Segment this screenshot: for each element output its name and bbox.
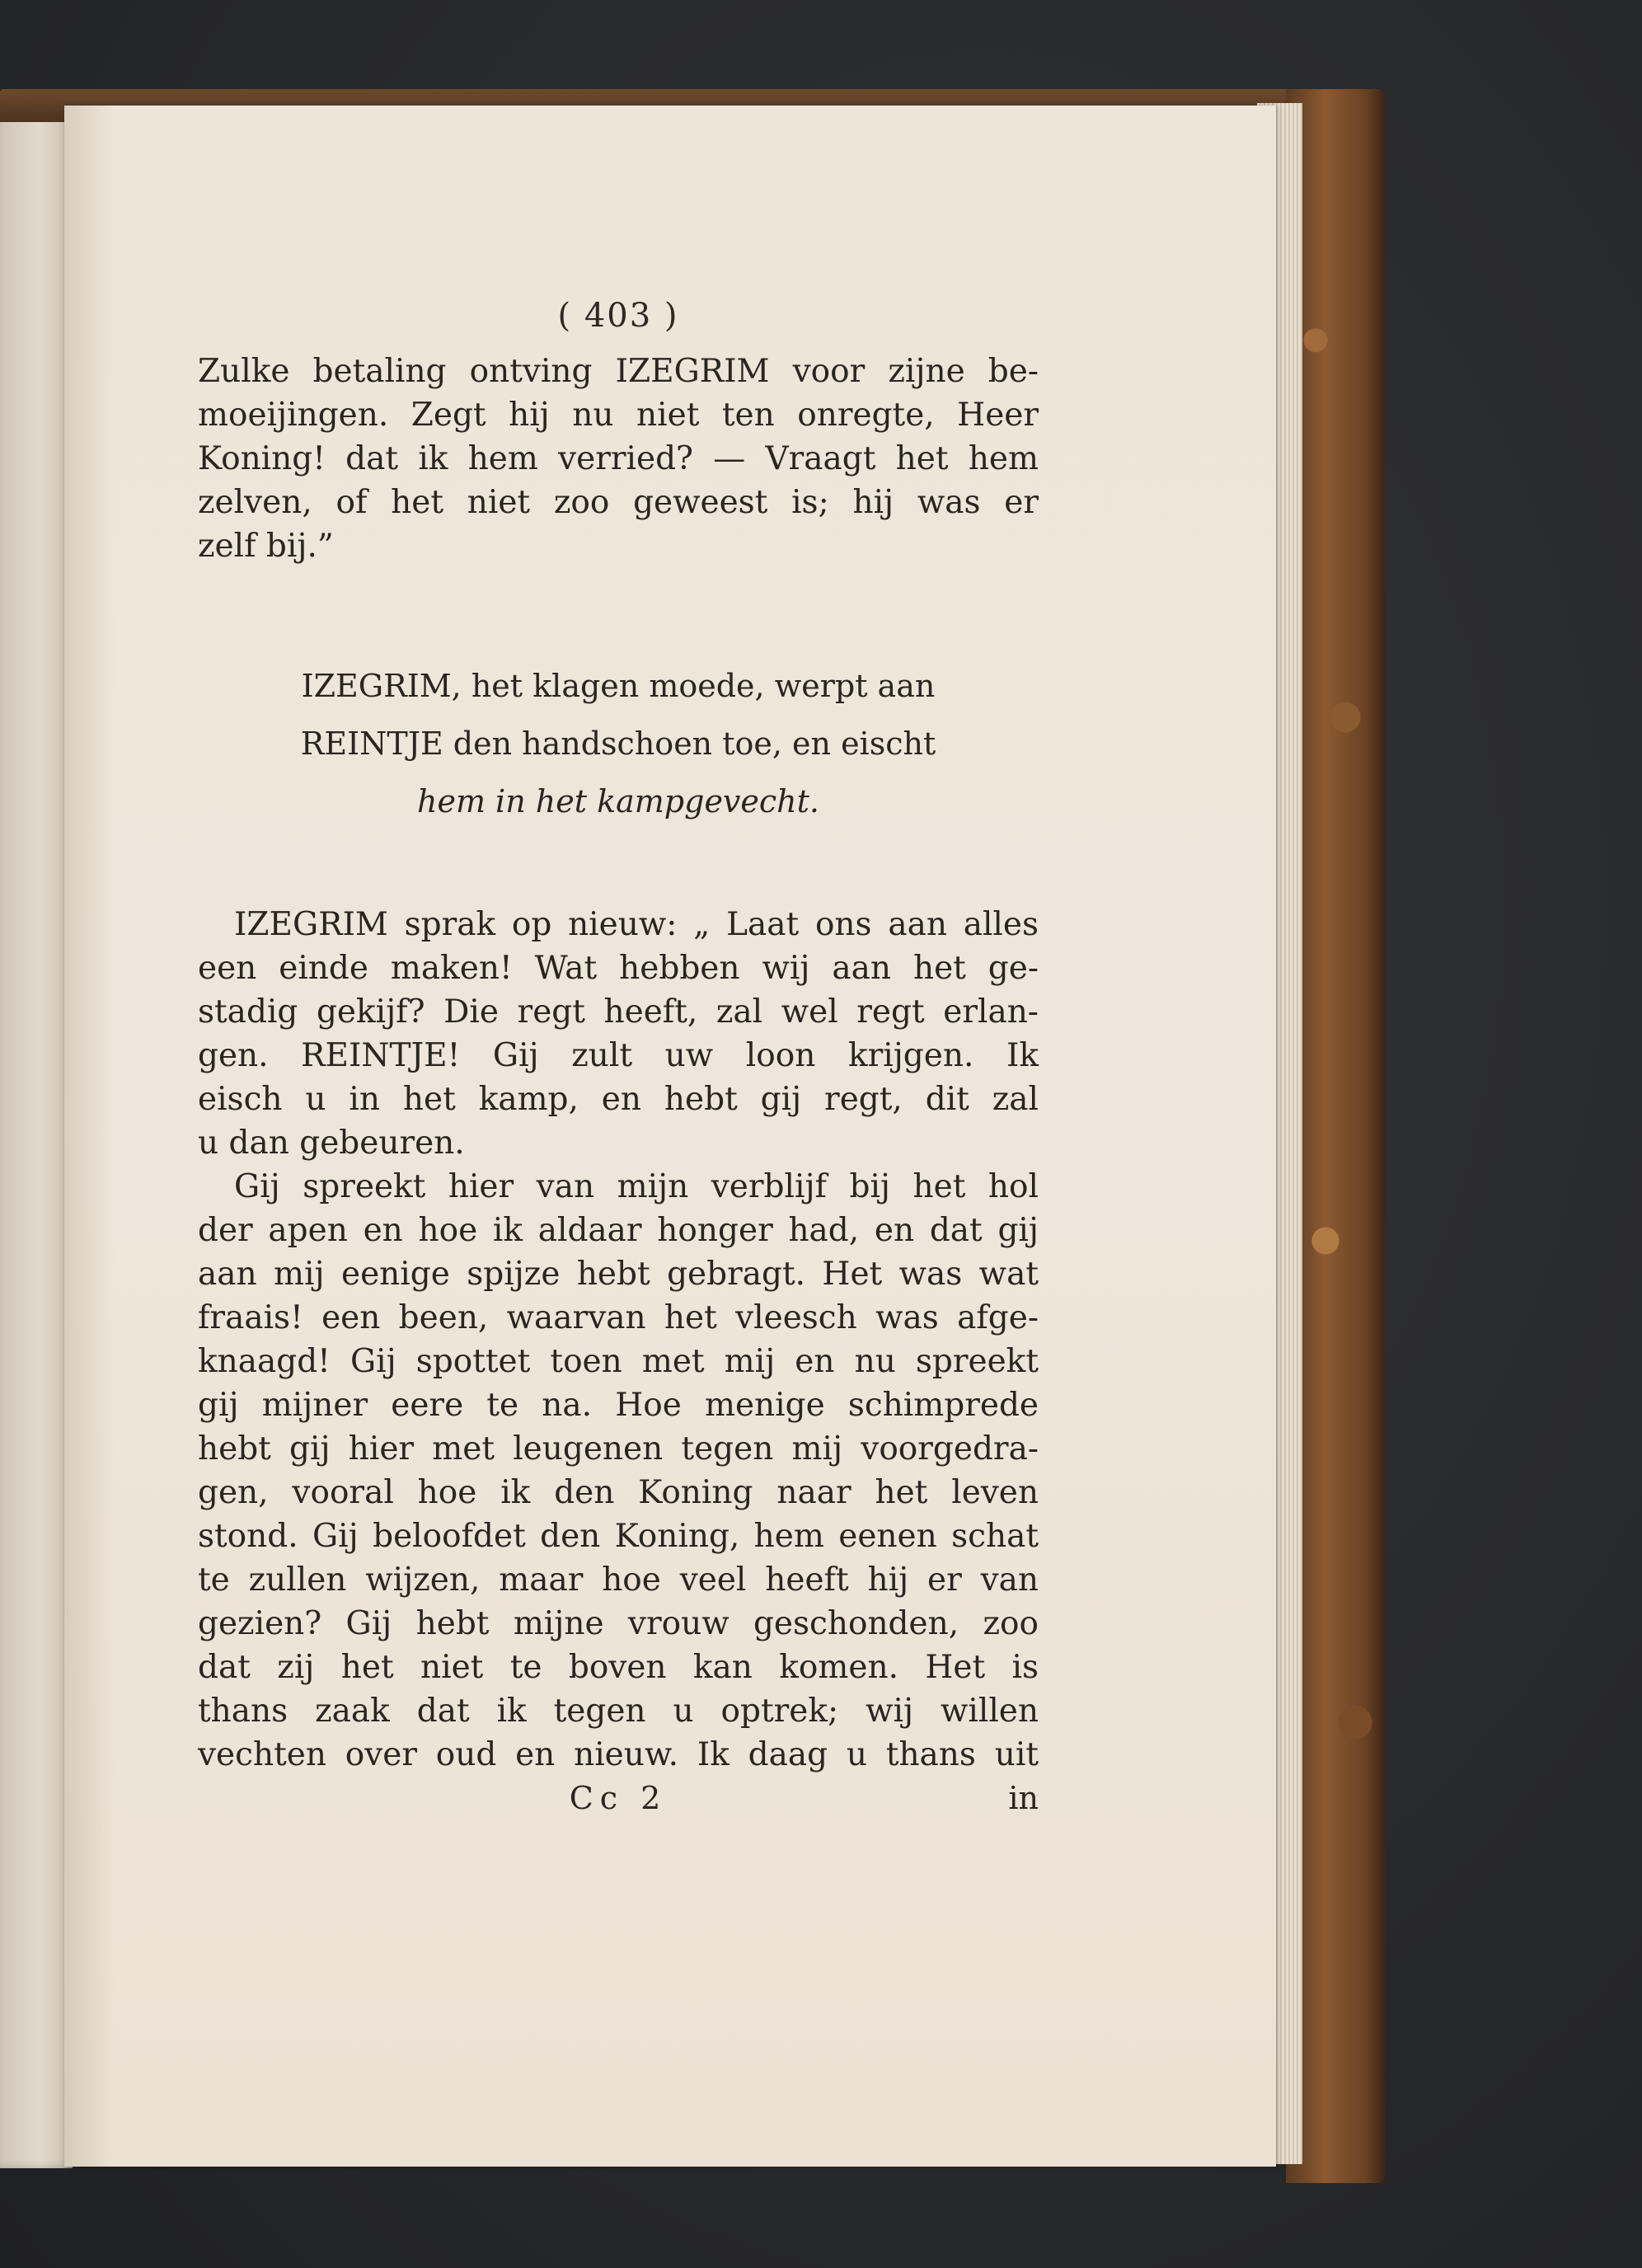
heading-line: REINTJE den handschoen toe, en eischt: [300, 725, 936, 762]
paragraph-3: [198, 1165, 1039, 1777]
text-line: een einde maken! Wat hebben wij aan het ge-: [198, 950, 1039, 987]
text-line: stadig gekijf? Die regt heeft, zal wel regt erlan-: [198, 993, 1039, 1031]
heading-line: hem in het kampgevecht.: [416, 783, 819, 819]
text-line: stond. Gij beloofdet den Koning, hem eenen schat: [198, 1518, 1039, 1555]
text-line: gen. REINTJE! Gij zult uw loon krijgen. Ik: [198, 1037, 1039, 1074]
text-line: zelf bij.”: [198, 528, 334, 565]
text-line: aan mij eenige spijze hebt gebragt. Het was wat: [198, 1256, 1039, 1293]
text-line: gezien? Gij hebt mijne vrouw geschonden, zoo: [198, 1605, 1039, 1642]
paragraph-2: [198, 903, 1039, 1165]
text-line: knaagd! Gij spottet toen met mij en nu spreekt: [198, 1343, 1039, 1380]
catchword: in: [1008, 1780, 1039, 1816]
text-line: IZEGRIM sprak op nieuw: „ Laat ons aan alles: [234, 906, 1039, 943]
page-footer: [198, 1780, 1039, 1824]
text-line: vechten over oud en nieuw. Ik daag u thans uit: [198, 1736, 1039, 1773]
left-page-edge: [0, 115, 73, 2168]
text-line: Koning! dat ik hem verried? — Vraagt het hem: [198, 440, 1039, 477]
text-line: thans zaak dat ik tegen u optrek; wij willen: [198, 1693, 1039, 1730]
text-block: [198, 297, 1039, 1824]
signature-mark: Cc 2: [569, 1780, 668, 1816]
heading-line: IZEGRIM, het klagen moede, werpt aan: [301, 668, 936, 704]
text-line: fraais! een been, waarvan het vleesch was afge-: [198, 1299, 1039, 1336]
text-line: hebt gij hier met leugenen tegen mij voorgedra-: [198, 1430, 1039, 1467]
text-line: zelven, of het niet zoo geweest is; hij was er: [198, 484, 1039, 521]
text-line: der apen en hoe ik aldaar honger had, en dat gij: [198, 1212, 1039, 1249]
text-line: u dan gebeuren.: [198, 1125, 465, 1162]
text-line: Gij spreekt hier van mijn verblijf bij het hol: [234, 1168, 1039, 1205]
page-number-header: ( 403 ): [557, 297, 679, 335]
text-line: gij mijner eere te na. Hoe menige schimprede: [198, 1387, 1039, 1424]
text-line: dat zij het niet te boven kan komen. Het is: [198, 1649, 1039, 1686]
section-heading: [198, 657, 1039, 830]
text-line: eisch u in het kamp, en hebt gij regt, dit zal: [198, 1081, 1039, 1118]
text-line: gen, vooral hoe ik den Koning naar het leven: [198, 1474, 1039, 1511]
text-line: te zullen wijzen, maar hoe veel heeft hij er van: [198, 1561, 1039, 1599]
text-line: moeijingen. Zegt hij nu niet ten onregte, Heer: [198, 397, 1039, 434]
book-page: [64, 106, 1276, 2167]
text-line: Zulke betaling ontving IZEGRIM voor zijne be-: [198, 353, 1039, 390]
paragraph-1: [198, 350, 1039, 568]
